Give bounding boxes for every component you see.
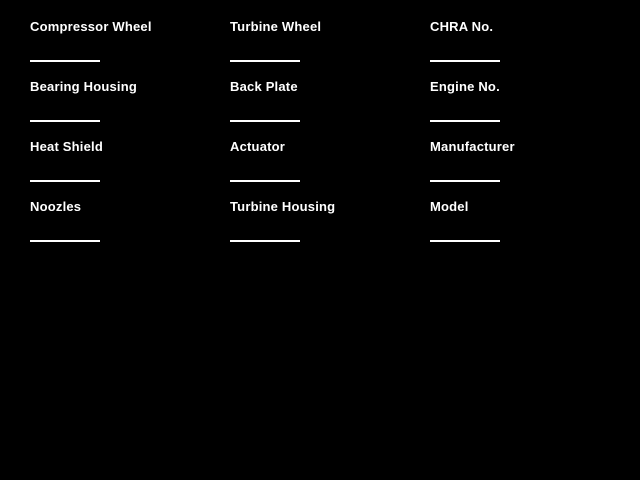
- field-label: Engine No.: [430, 79, 500, 94]
- form-field-bearing-housing: [30, 79, 230, 139]
- form-field-engine-no: [430, 79, 630, 139]
- form-field-chra-no: [430, 19, 630, 79]
- field-label: Compressor Wheel: [30, 19, 152, 34]
- turbine-housing-input[interactable]: [230, 228, 300, 242]
- chra-no-input[interactable]: [430, 48, 500, 62]
- heat-shield-input[interactable]: [30, 168, 100, 182]
- field-label: CHRA No.: [430, 19, 494, 34]
- form-field-actuator: [230, 139, 430, 199]
- form-field-back-plate: [230, 79, 430, 139]
- field-label: Manufacturer: [430, 139, 515, 154]
- field-label: Turbine Wheel: [230, 19, 322, 34]
- field-label: Actuator: [230, 139, 286, 154]
- noozles-input[interactable]: [30, 228, 100, 242]
- field-label: Heat Shield: [30, 139, 103, 154]
- model-input[interactable]: [430, 228, 500, 242]
- compressor-wheel-input[interactable]: [30, 48, 100, 62]
- form-field-model: [430, 199, 630, 259]
- form-field-turbine-housing: [230, 199, 430, 259]
- field-label: Bearing Housing: [30, 79, 138, 94]
- engine-no-input[interactable]: [430, 108, 500, 122]
- parts-form-grid: [30, 19, 630, 259]
- form-field-turbine-wheel: [230, 19, 430, 79]
- form-field-heat-shield: [30, 139, 230, 199]
- form-field-compressor-wheel: [30, 19, 230, 79]
- actuator-input[interactable]: [230, 168, 300, 182]
- field-label: Noozles: [30, 199, 82, 214]
- form-field-noozles: [30, 199, 230, 259]
- turbine-wheel-input[interactable]: [230, 48, 300, 62]
- manufacturer-input[interactable]: [430, 168, 500, 182]
- field-label: Turbine Housing: [230, 199, 336, 214]
- form-field-manufacturer: [430, 139, 630, 199]
- back-plate-input[interactable]: [230, 108, 300, 122]
- bearing-housing-input[interactable]: [30, 108, 100, 122]
- field-label: Model: [430, 199, 469, 214]
- field-label: Back Plate: [230, 79, 298, 94]
